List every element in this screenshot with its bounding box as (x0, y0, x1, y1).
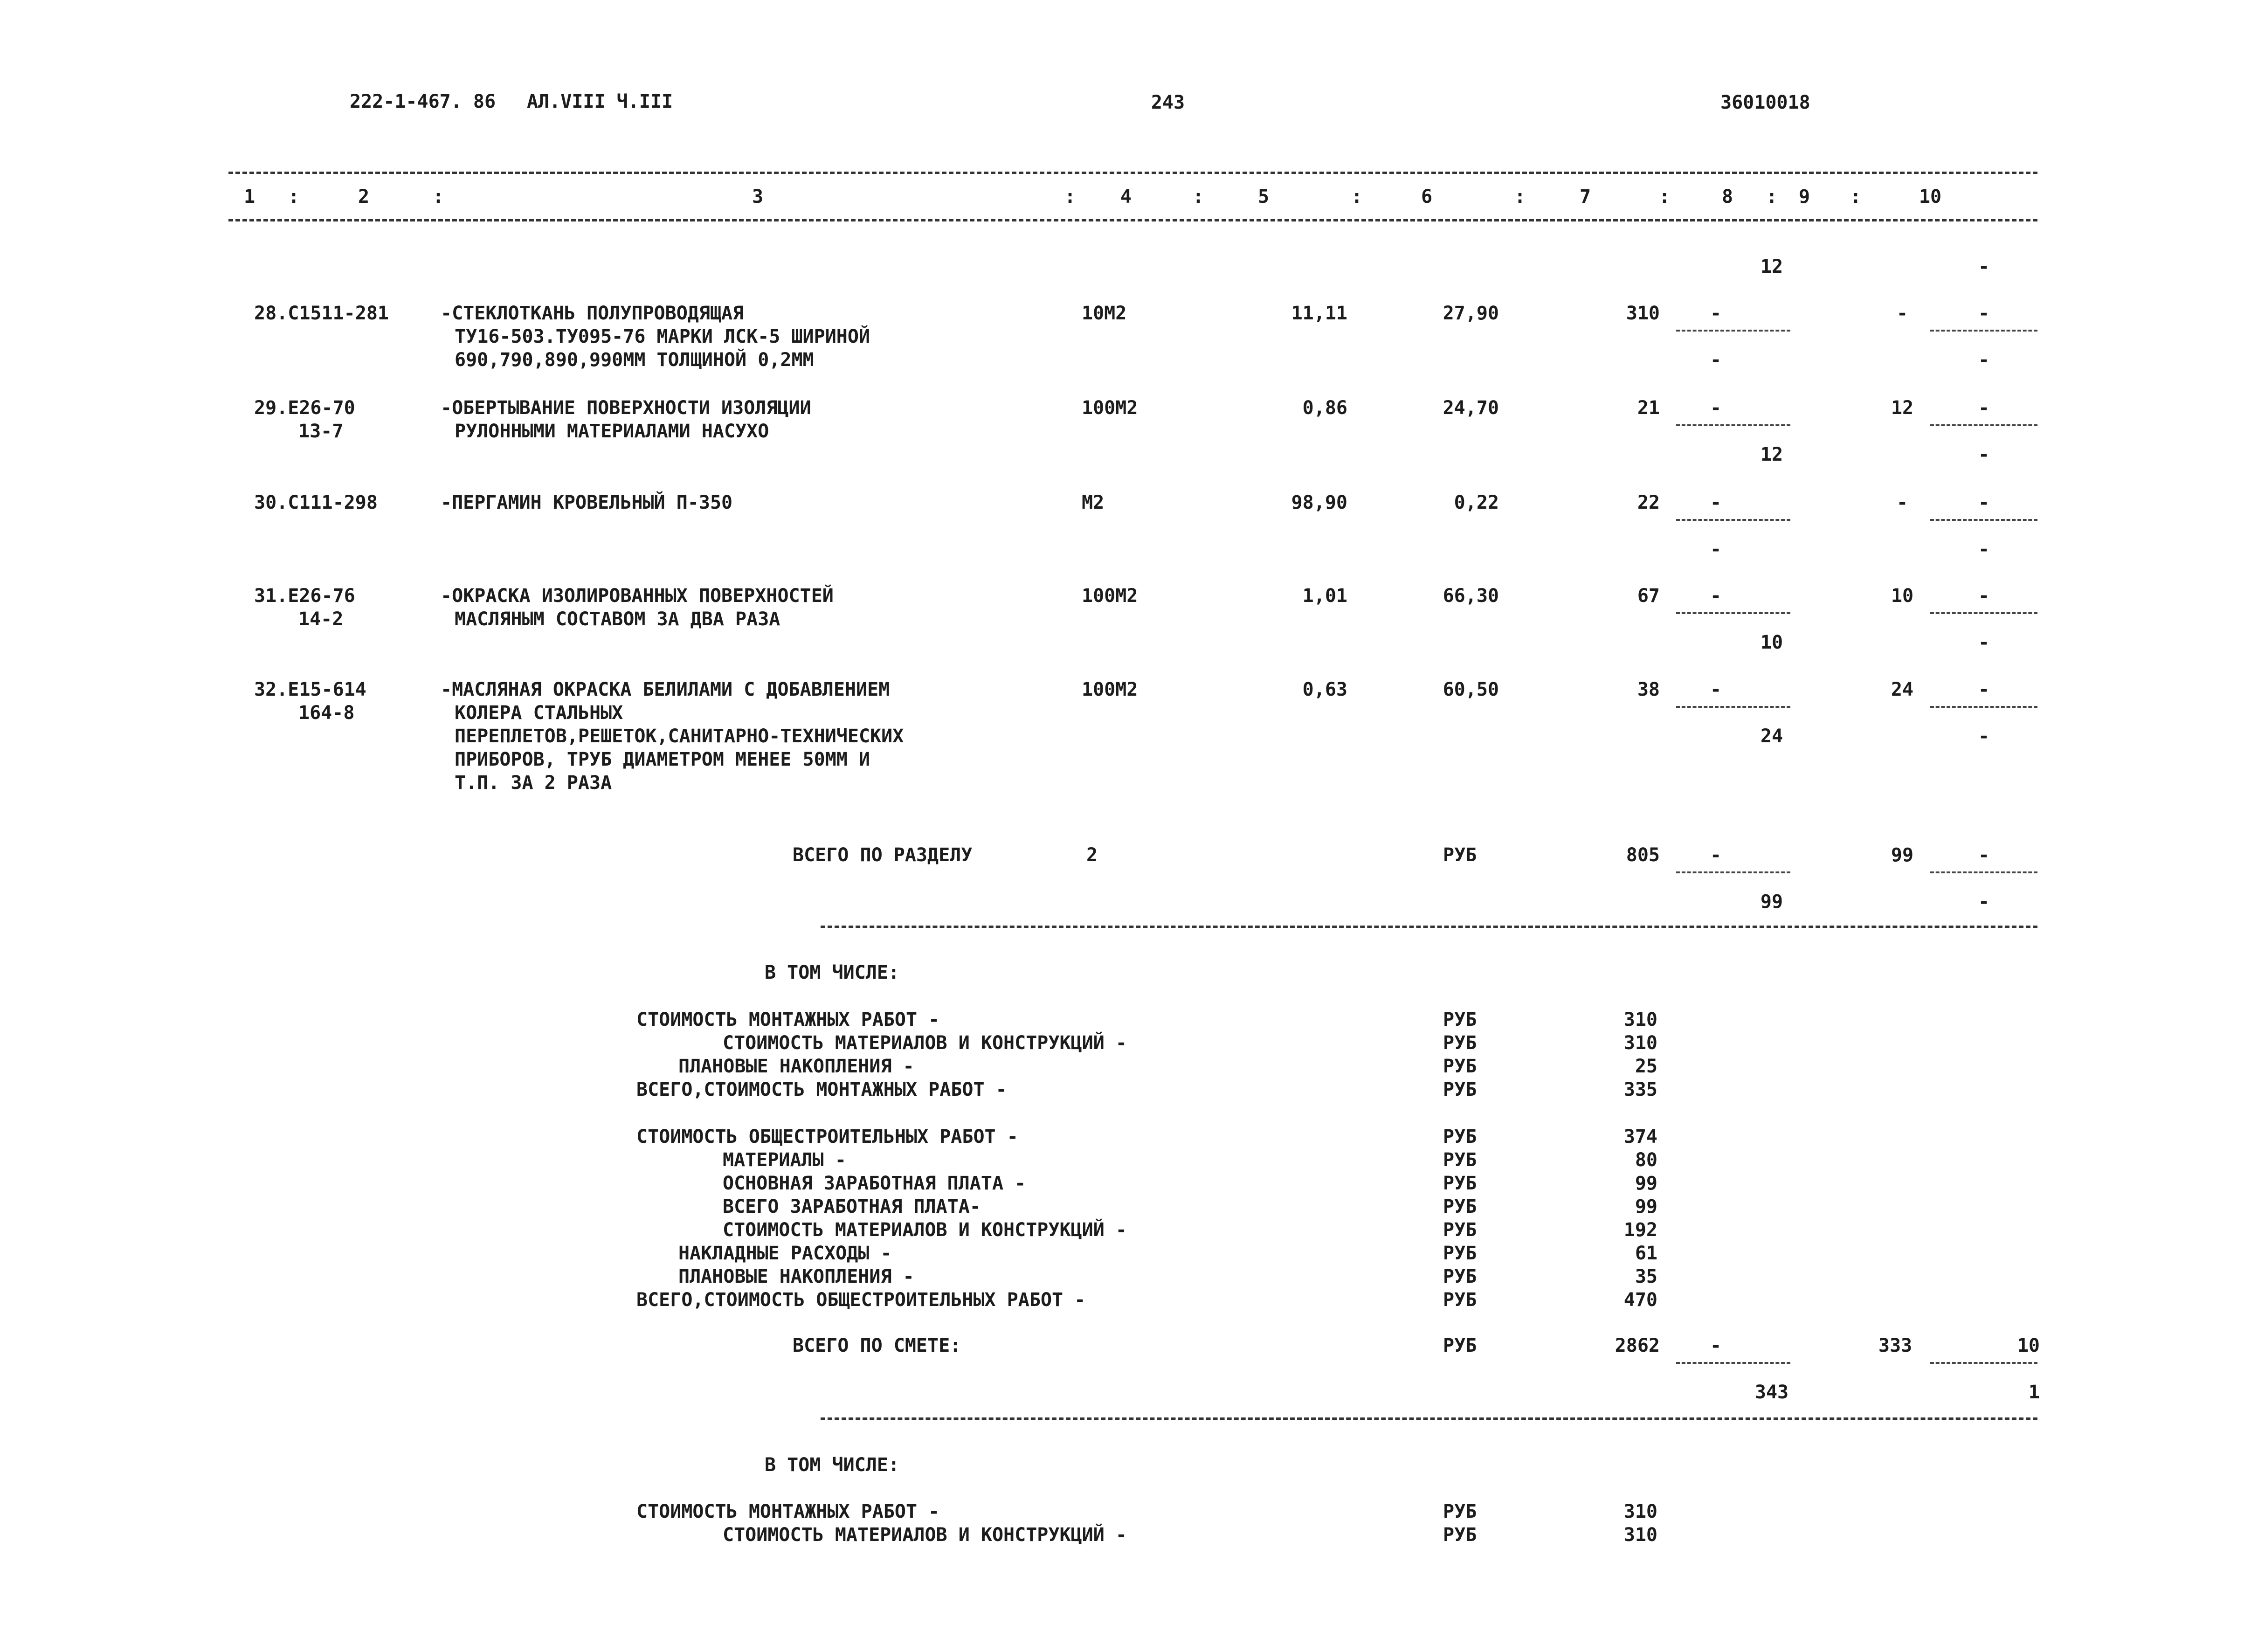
total-cost: 21 (1637, 397, 1660, 419)
breakdown-label: СТОИМОСТЬ ОБЩЕСТРОИТЕЛЬНЫХ РАБОТ - (636, 1126, 1018, 1147)
breakdown-label: НАКЛАДНЫЕ РАСХОДЫ - (678, 1243, 892, 1264)
dashed-rule (228, 172, 2037, 174)
breakdown-value: 25 (1635, 1056, 1657, 1077)
estimate-total-value: 2862 (1615, 1335, 1660, 1356)
column-header-7: 7 (1579, 186, 1591, 207)
item-description: 690,790,890,990ММ ТОЛЩИНОЙ 0,2ММ (455, 349, 814, 371)
col10-bottom: - (1978, 632, 1990, 653)
item-code: 31.Е26-76 (254, 585, 355, 607)
breakdown-label: МАТЕРИАЛЫ - (723, 1149, 846, 1171)
breakdown-value: 61 (1635, 1243, 1657, 1264)
column-separator: : (1850, 186, 1862, 207)
column-header-3: 3 (752, 186, 764, 207)
breakdown-label: ПЛАНОВЫЕ НАКОПЛЕНИЯ - (678, 1056, 914, 1077)
fraction-rule (1930, 330, 2037, 332)
column-header-10: 10 (1919, 186, 1942, 207)
col10-bottom: - (1978, 349, 1990, 371)
col8-bottom: 99 (1760, 891, 1783, 912)
item-code: 30.С111-298 (254, 492, 378, 513)
total-cost: 310 (1626, 303, 1660, 324)
breakdown-label: СТОИМОСТЬ МАТЕРИАЛОВ И КОНСТРУКЦИЙ - (723, 1524, 1127, 1546)
dashed-rule (821, 1417, 2037, 1420)
section-total-unit: РУБ (1443, 844, 1477, 866)
col10-bottom: - (1978, 891, 1990, 912)
column-header-4: 4 (1120, 186, 1132, 207)
breakdown-unit: РУБ (1443, 1126, 1477, 1147)
column-separator: : (1192, 186, 1204, 207)
col8-bottom: - (1710, 349, 1722, 371)
breakdown-label: ВСЕГО,СТОИМОСТЬ МОНТАЖНЫХ РАБОТ - (636, 1079, 1007, 1100)
breakdown-unit: РУБ (1443, 1149, 1477, 1171)
item-code-sub: 164-8 (298, 702, 355, 724)
col10-top: - (1978, 397, 1990, 419)
item-description: -ОКРАСКА ИЗОЛИРОВАННЫХ ПОВЕРХНОСТЕЙ (441, 585, 834, 607)
col8-bottom: 343 (1754, 1382, 1789, 1403)
column-header-8: 8 (1721, 186, 1733, 207)
breakdown-value: 470 (1623, 1289, 1657, 1311)
unit-price: 27,90 (1443, 303, 1499, 324)
col10-top: - (1978, 679, 1990, 700)
section-total-value: 805 (1626, 844, 1660, 866)
column-header-5: 5 (1257, 186, 1270, 207)
breakdown-value: 310 (1623, 1009, 1657, 1030)
breakdown-value: 335 (1623, 1079, 1657, 1100)
item-description: РУЛОННЫМИ МАТЕРИАЛАМИ НАСУХО (455, 421, 769, 442)
col10-top: 10 (2017, 1335, 2040, 1356)
breakdown-label: СТОИМОСТЬ МОНТАЖНЫХ РАБОТ - (636, 1501, 940, 1522)
fraction-rule (1930, 424, 2037, 426)
breakdown-value: 80 (1635, 1149, 1657, 1171)
col10-top: - (1978, 492, 1990, 513)
estimate-total-unit: РУБ (1443, 1335, 1477, 1356)
column-separator: : (1766, 186, 1778, 207)
fraction-rule (1676, 330, 1790, 332)
breakdown-unit: РУБ (1443, 1266, 1477, 1287)
fraction-rule (1676, 519, 1790, 521)
total-cost: 38 (1637, 679, 1660, 700)
fraction-rule (1930, 612, 2037, 614)
item-description: -ПЕРГАМИН КРОВЕЛЬНЫЙ П-350 (441, 492, 733, 513)
col8-top: - (1710, 1335, 1722, 1356)
carry-col10: - (1978, 256, 1990, 277)
col9-value: - (1896, 492, 1908, 513)
total-cost: 67 (1637, 585, 1660, 607)
item-code-sub: 14-2 (298, 608, 344, 630)
breakdown-label: ВСЕГО ЗАРАБОТНАЯ ПЛАТА- (723, 1196, 981, 1217)
fraction-rule (1676, 1362, 1790, 1364)
breakdown-value: 99 (1635, 1173, 1657, 1194)
column-separator: : (1658, 186, 1671, 207)
quantity: 0,86 (1302, 397, 1347, 419)
breakdown-unit: РУБ (1443, 1056, 1477, 1077)
col8-top: - (1710, 585, 1722, 607)
column-header-1: 1 (243, 186, 255, 207)
col9-value: - (1896, 303, 1908, 324)
breakdown-value: 35 (1635, 1266, 1657, 1287)
item-description: -СТЕКЛОТКАНЬ ПОЛУПРОВОДЯЩАЯ (441, 303, 744, 324)
column-separator: : (1514, 186, 1526, 207)
column-separator: : (432, 186, 444, 207)
unit: 100М2 (1082, 679, 1138, 700)
column-header-9: 9 (1798, 186, 1810, 207)
item-description: ПЕРЕПЛЕТОВ,РЕШЕТОК,САНИТАРНО-ТЕХНИЧЕСКИХ (455, 726, 904, 747)
breakdown-label: ОСНОВНАЯ ЗАРАБОТНАЯ ПЛАТА - (723, 1173, 1026, 1194)
fraction-rule (1930, 519, 2037, 521)
quantity: 0,63 (1302, 679, 1347, 700)
breakdown-unit: РУБ (1443, 1524, 1477, 1546)
unit: 100М2 (1082, 585, 1138, 607)
breakdown-unit: РУБ (1443, 1032, 1477, 1054)
breakdown-value: 310 (1623, 1524, 1657, 1546)
item-description: Т.П. ЗА 2 РАЗА (455, 772, 612, 794)
fraction-rule (1676, 871, 1790, 873)
item-code-sub: 13-7 (298, 421, 344, 442)
col10-top: - (1978, 844, 1990, 866)
breakdown-unit: РУБ (1443, 1196, 1477, 1217)
col8-bottom: 24 (1760, 726, 1783, 747)
item-description: -ОБЕРТЫВАНИЕ ПОВЕРХНОСТИ ИЗОЛЯЦИИ (441, 397, 811, 419)
breakdown-unit: РУБ (1443, 1243, 1477, 1264)
breakdown-unit: РУБ (1443, 1009, 1477, 1030)
unit: М2 (1082, 492, 1105, 513)
breakdown-value: 99 (1635, 1196, 1657, 1217)
col8-top: - (1710, 844, 1722, 866)
carry-col8: 12 (1760, 256, 1783, 277)
col8-top: - (1710, 679, 1722, 700)
col8-top: - (1710, 397, 1722, 419)
fraction-rule (1930, 871, 2037, 873)
breakdown-label: ВСЕГО,СТОИМОСТЬ ОБЩЕСТРОИТЕЛЬНЫХ РАБОТ - (636, 1289, 1086, 1311)
col10-bottom: - (1978, 539, 1990, 560)
col10-top: - (1978, 303, 1990, 324)
column-header-6: 6 (1421, 186, 1433, 207)
col8-bottom: - (1710, 539, 1722, 560)
breakdown-value: 374 (1623, 1126, 1657, 1147)
quantity: 11,11 (1291, 303, 1347, 324)
breakdown-label: СТОИМОСТЬ МАТЕРИАЛОВ И КОНСТРУКЦИЙ - (723, 1219, 1127, 1241)
breakdown-value: 310 (1623, 1032, 1657, 1054)
col8-top: - (1710, 492, 1722, 513)
breakdown-label: СТОИМОСТЬ МАТЕРИАЛОВ И КОНСТРУКЦИЙ - (723, 1032, 1127, 1054)
fraction-rule (1930, 706, 2037, 708)
breakdown-unit: РУБ (1443, 1079, 1477, 1100)
col10-top: - (1978, 585, 1990, 607)
including-label: В ТОМ ЧИСЛЕ: (765, 962, 899, 983)
col10-bottom: - (1978, 444, 1990, 465)
fraction-rule (1930, 1362, 2037, 1364)
fraction-rule (1676, 424, 1790, 426)
dashed-rule (228, 219, 2037, 221)
column-separator: : (288, 186, 300, 207)
column-header-2: 2 (358, 186, 370, 207)
col9-value: 24 (1891, 679, 1914, 700)
col9-value: 333 (1878, 1335, 1913, 1356)
breakdown-unit: РУБ (1443, 1173, 1477, 1194)
item-description: КОЛЕРА СТАЛЬНЫХ (455, 702, 623, 724)
col8-bottom: 10 (1760, 632, 1783, 653)
column-separator: : (1351, 186, 1363, 207)
unit-price: 66,30 (1443, 585, 1499, 607)
item-description: ПРИБОРОВ, ТРУБ ДИАМЕТРОМ МЕНЕЕ 50ММ И (455, 749, 870, 770)
album-ref: АЛ.VIII Ч.III (527, 91, 673, 112)
item-code: 29.Е26-70 (254, 397, 355, 419)
unit-price: 0,22 (1454, 492, 1499, 513)
page-number: 243 (1151, 92, 1185, 113)
dashed-rule (821, 926, 2037, 928)
unit-price: 24,70 (1443, 397, 1499, 419)
item-description: ТУ16-503.ТУ095-76 МАРКИ ЛСК-5 ШИРИНОЙ (455, 326, 870, 347)
doc-code: 222-1-467. 86 (350, 91, 496, 112)
breakdown-value: 310 (1623, 1501, 1657, 1522)
breakdown-label: СТОИМОСТЬ МОНТАЖНЫХ РАБОТ - (636, 1009, 940, 1030)
item-code: 32.Е15-614 (254, 679, 366, 700)
unit: 10М2 (1082, 303, 1127, 324)
fraction-rule (1676, 706, 1790, 708)
item-description: -МАСЛЯНАЯ ОКРАСКА БЕЛИЛАМИ С ДОБАВЛЕНИЕМ (441, 679, 890, 700)
quantity: 98,90 (1291, 492, 1347, 513)
col8-bottom: 12 (1760, 444, 1783, 465)
col9-value: 10 (1891, 585, 1914, 607)
col9-value: 12 (1891, 397, 1914, 419)
breakdown-unit: РУБ (1443, 1501, 1477, 1522)
col10-bottom: - (1978, 726, 1990, 747)
section-number: 2 (1086, 844, 1098, 866)
col8-top: - (1710, 303, 1722, 324)
doc-number: 36010018 (1720, 92, 1810, 113)
section-total-label: ВСЕГО ПО РАЗДЕЛУ (793, 844, 973, 866)
unit: 100М2 (1082, 397, 1138, 419)
fraction-rule (1676, 612, 1790, 614)
item-code: 28.С1511-281 (254, 303, 389, 324)
breakdown-unit: РУБ (1443, 1219, 1477, 1241)
estimate-total-label: ВСЕГО ПО СМЕТЕ: (793, 1335, 961, 1356)
column-separator: : (1064, 186, 1076, 207)
breakdown-unit: РУБ (1443, 1289, 1477, 1311)
item-description: МАСЛЯНЫМ СОСТАВОМ ЗА ДВА РАЗА (455, 608, 780, 630)
breakdown-value: 192 (1623, 1219, 1657, 1241)
total-cost: 22 (1637, 492, 1660, 513)
including-label: В ТОМ ЧИСЛЕ: (765, 1454, 899, 1476)
col10-bottom: 1 (2028, 1382, 2040, 1403)
quantity: 1,01 (1302, 585, 1347, 607)
col9-value: 99 (1891, 844, 1914, 866)
breakdown-label: ПЛАНОВЫЕ НАКОПЛЕНИЯ - (678, 1266, 914, 1287)
unit-price: 60,50 (1443, 679, 1499, 700)
